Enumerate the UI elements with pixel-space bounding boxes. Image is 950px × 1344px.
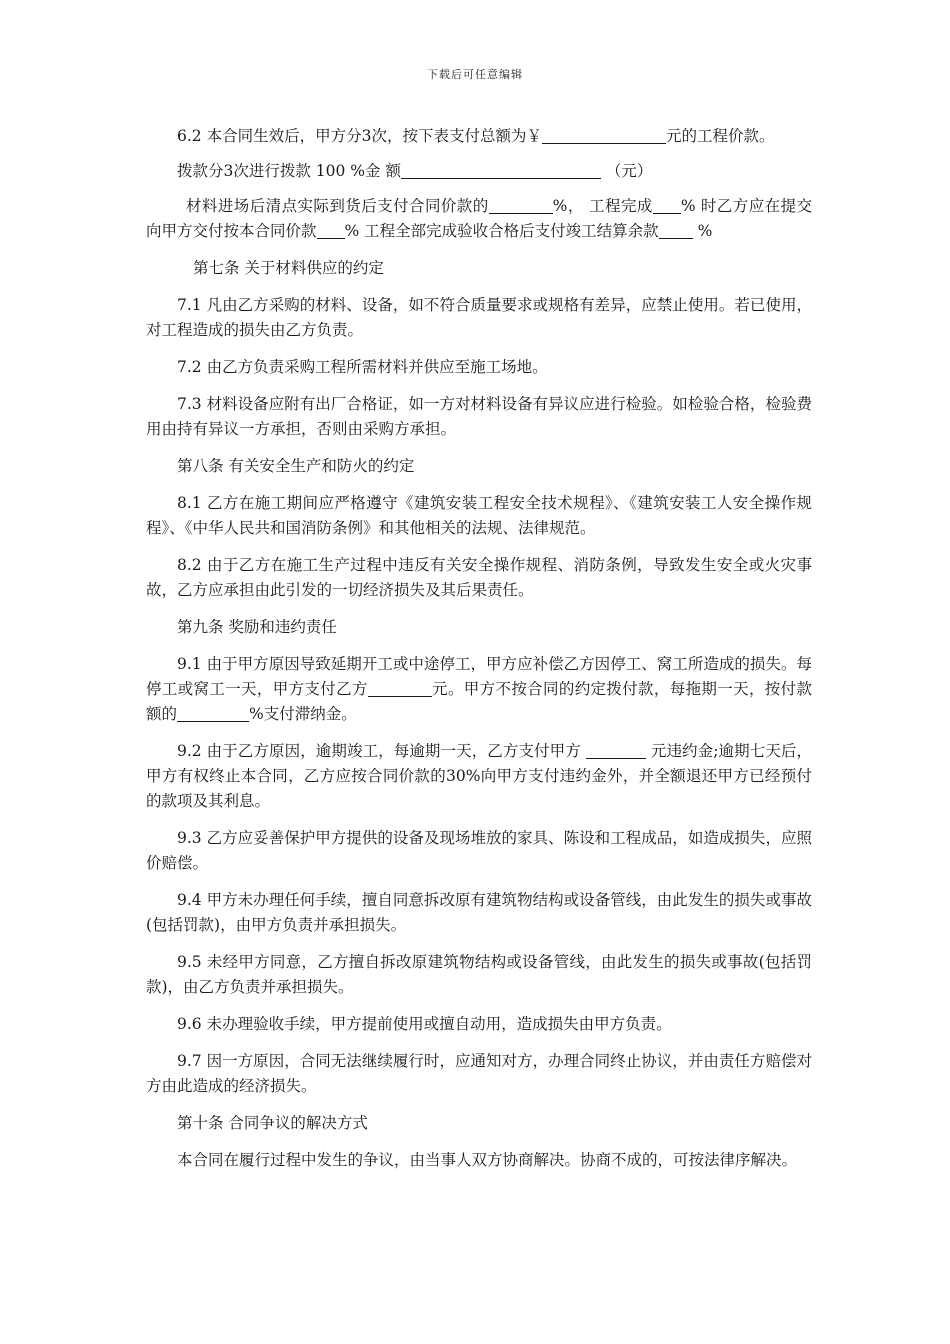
clause-9-1 xyxy=(146,652,812,727)
clause-text: 拨款分3次进行拨款 100 %金 额 xyxy=(177,162,401,180)
contract-body xyxy=(146,124,812,1185)
clause-text: % 工程全部完成验收合格后支付竣工结算余款 xyxy=(344,222,659,240)
clause-9-7: 9.7 因一方原因，合同无法继续履行时，应通知对方，办理合同终止协议，并由责任方赔偿对方由此造成的经济损失。 xyxy=(146,1052,812,1095)
clause-6-2 xyxy=(146,124,812,149)
clause-8-2: 8.2 由于乙方在施工生产过程中违反有关安全操作规程、消防条例，导致发生安全或火灾事故，乙方应承担由此引发的一切经济损失及其后果责任。 xyxy=(146,556,812,599)
clause-text: 元。甲方不按合同的约定拨付款，每拖期一天，按付款额的 xyxy=(146,680,812,723)
clause-9-5: 9.5 未经甲方同意，乙方擅自拆改原建筑物结构或设备管线，由此发生的损失或事故(包括罚款)，由乙方负责并承担损失。 xyxy=(146,953,812,996)
article-8-heading: 第八条 有关安全生产和防火的约定 xyxy=(177,457,415,475)
fill-blank-daily-penalty[interactable] xyxy=(586,741,646,759)
clause-10: 本合同在履行过程中发生的争议，由当事人双方协商解决。协商不成的，可按法律序解决。 xyxy=(177,1151,798,1169)
fill-blank-balance-percent[interactable] xyxy=(659,221,693,239)
clause-9-3: 9.3 乙方应妥善保护甲方提供的设备及现场堆放的家具、陈设和工程成品，如造成损失，应照价赔偿。 xyxy=(146,829,812,872)
fill-blank-daily-compensation[interactable] xyxy=(368,679,432,697)
clause-text: （元） xyxy=(605,162,653,180)
clause-7-3: 7.3 材料设备应附有出厂合格证，如一方对材料设备有异议应进行检验。如检验合格，检验费用由持有异议一方承担，否则由采购方承担。 xyxy=(146,395,812,438)
clause-text: 9.2 由于乙方原因，逾期竣工，每逾期一天，乙方支付甲方 xyxy=(177,742,586,760)
clause-9-4: 9.4 甲方未办理任何手续，擅自同意拆改原有建筑物结构或设备管线，由此发生的损失或事故(包括罚款)，由甲方负责并承担损失。 xyxy=(146,891,812,934)
fill-blank-total-amount[interactable] xyxy=(542,126,666,144)
clause-8-1: 8.1 乙方在施工期间应严格遵守《建筑安装工程安全技术规程》、《建筑安装工人安全操作规程》、《中华人民共和国消防条例》和其他相关的法规、法律规范。 xyxy=(146,494,812,537)
clause-text: % 时乙方应在提交向甲方交付按本合同价款 xyxy=(146,197,813,240)
clause-6-material-payment xyxy=(146,194,812,244)
clause-text: %， 工程完成 xyxy=(552,197,653,215)
clause-text: 材料进场后清点实际到货后支付合同价款的 xyxy=(186,197,489,215)
clause-6-payment-schedule xyxy=(146,159,812,184)
article-7-heading: 第七条 关于材料供应的约定 xyxy=(193,259,384,277)
clause-7-2: 7.2 由乙方负责采购工程所需材料并供应至施工场地。 xyxy=(177,358,548,376)
fill-blank-price-percent[interactable] xyxy=(317,221,345,239)
clause-text: %支付滞纳金。 xyxy=(249,705,357,723)
article-10-heading: 第十条 合同争议的解决方式 xyxy=(177,1114,368,1132)
fill-blank-payment-amount[interactable] xyxy=(401,161,601,179)
fill-blank-progress-percent[interactable] xyxy=(653,196,681,214)
header-note: 下载后可任意编辑 xyxy=(427,68,523,81)
fill-blank-material-percent[interactable] xyxy=(489,196,553,214)
clause-text: 9.1 由于甲方原因导致延期开工或中途停工，甲方应补偿乙方因停工、窝工所造成的损失。每停工或窝工一天，甲方支付乙方 xyxy=(146,655,812,698)
clause-text: 6.2 本合同生效后，甲方分3次，按下表支付总额为￥ xyxy=(177,127,542,145)
clause-text: 元违约金;逾期七天后，甲方有权终止本合同，乙方应按合同价款的30%向甲方支付违约金外，并全额退还甲方已经预付的款项及其利息。 xyxy=(146,742,812,810)
clause-text: 元的工程价款。 xyxy=(665,127,775,145)
clause-text: % xyxy=(692,222,713,240)
clause-9-2 xyxy=(146,739,812,814)
clause-9-6: 9.6 未办理验收手续，甲方提前使用或擅自动用，造成损失由甲方负责。 xyxy=(177,1015,672,1033)
clause-7-1: 7.1 凡由乙方采购的材料、设备，如不符合质量要求或规格有差异，应禁止使用。若已使用，对工程造成的损失由乙方负责。 xyxy=(146,296,812,339)
article-9-heading: 第九条 奖励和违约责任 xyxy=(177,618,337,636)
fill-blank-late-fee-percent[interactable] xyxy=(177,704,249,722)
